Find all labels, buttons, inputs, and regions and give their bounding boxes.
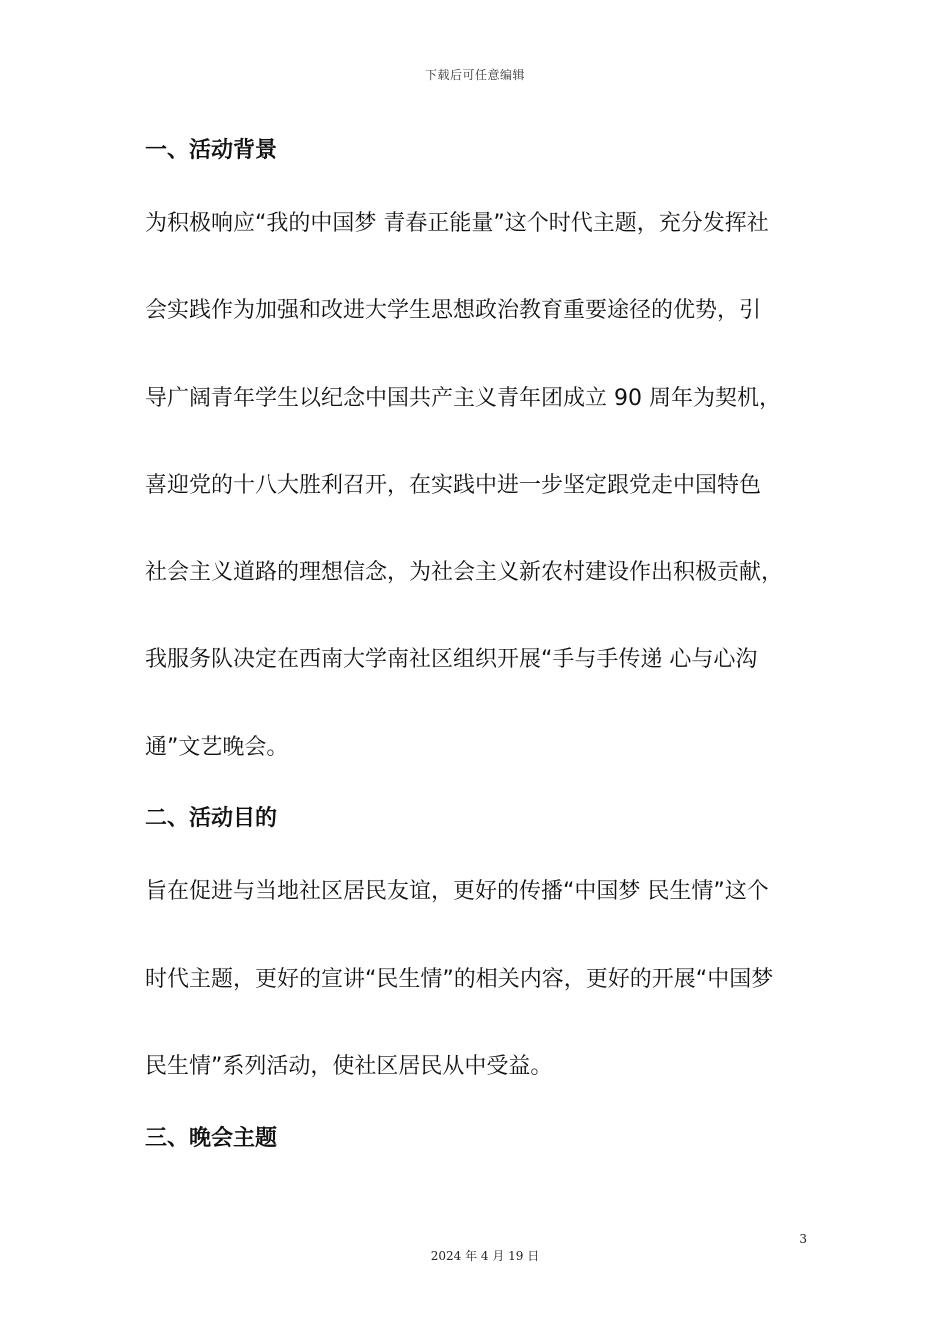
- paragraph-line: 通”文艺晚会。: [145, 735, 289, 760]
- paragraph-line: 旨在促进与当地社区居民友谊，更好的传播“中国梦 民生情”这个: [145, 879, 769, 904]
- paragraph-line: 时代主题，更好的宣讲“民生情”的相关内容，更好的开展“中国梦: [145, 967, 774, 992]
- paragraph-line: 会实践作为加强和改进大学生思想政治教育重要途径的优势，引: [145, 298, 762, 323]
- section-heading-background: 一、活动背景: [145, 138, 278, 163]
- footer-date: 2024 年 4 月 19 日: [430, 1249, 540, 1263]
- paragraph-line: 喜迎党的十八大胜利召开，在实践中进一步坚定跟党走中国特色: [145, 473, 762, 498]
- paragraph-line: 为积极响应“我的中国梦 青春正能量”这个时代主题，充分发挥社: [145, 211, 769, 236]
- section-heading-theme: 三、晚会主题: [145, 1126, 278, 1151]
- paragraph-line: 我服务队决定在西南大学南社区组织开展“手与手传递 心与心沟: [145, 647, 758, 672]
- section-heading-purpose: 二、活动目的: [145, 806, 278, 831]
- paragraph-line: 导广阔青年学生以纪念中国共产主义青年团成立 90 周年为契机，: [145, 386, 781, 411]
- paragraph-line: 社会主义道路的理想信念，为社会主义新农村建设作出积极贡献，: [145, 560, 784, 585]
- header-note: 下载后可任意编辑: [424, 68, 525, 82]
- page-number: 3: [799, 1232, 807, 1246]
- paragraph-line: 民生情”系列活动，使社区居民从中受益。: [145, 1054, 553, 1079]
